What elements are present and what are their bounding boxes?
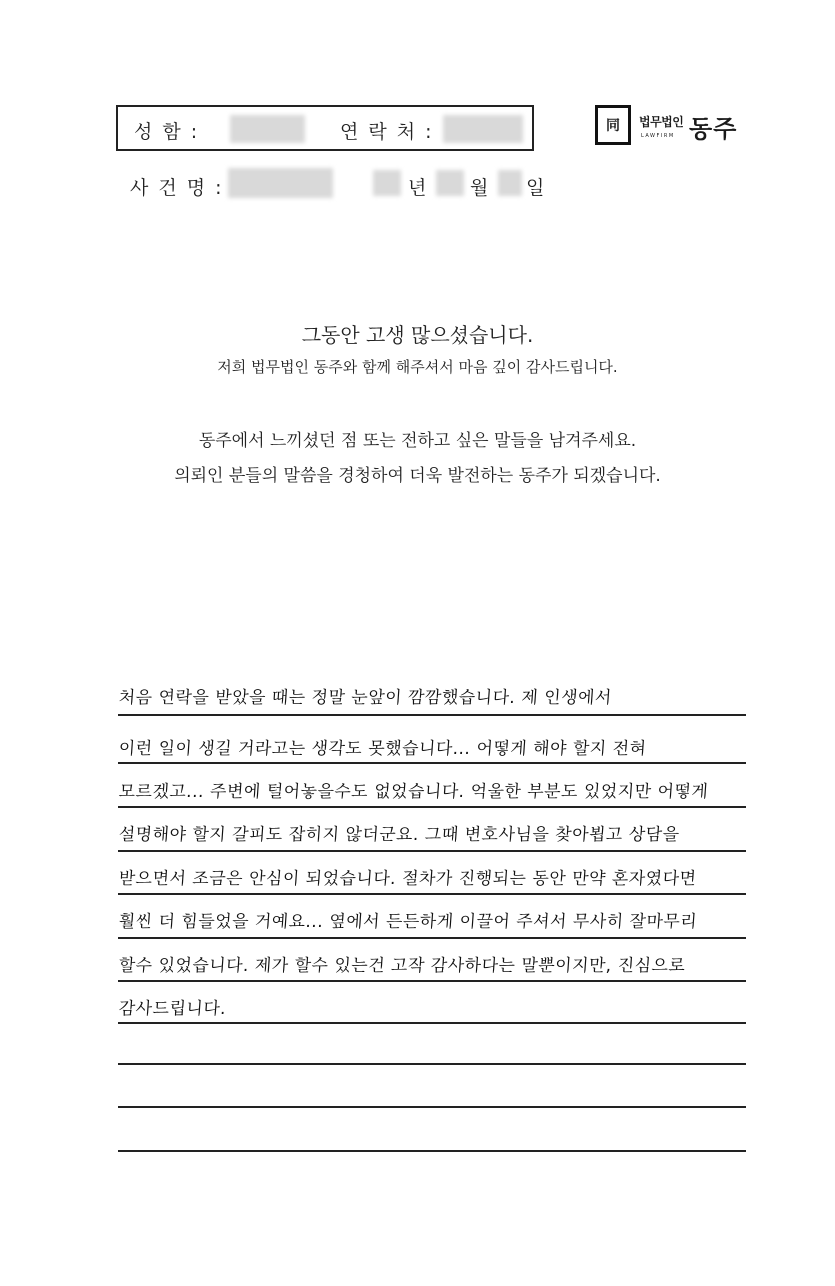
handwritten-line: 할수 있었습니다. 제가 할수 있는건 고작 감사하다는 말뿐이지만, 진심으로 — [118, 956, 687, 976]
intro-promise: 의뢰인 분들의 말씀을 경청하여 더욱 발전하는 동주가 되겠습니다. — [174, 466, 661, 486]
year-redacted — [373, 170, 401, 196]
ruled-line — [118, 1106, 746, 1108]
month-redacted — [436, 170, 464, 196]
ruled-line — [118, 980, 746, 982]
client-info-box — [116, 105, 534, 151]
contact-redacted — [443, 115, 523, 143]
month-label: 월 — [470, 177, 489, 199]
handwritten-line: 처음 연락을 받았을 때는 정말 눈앞이 깜깜했습니다. 제 인생에서 — [118, 688, 613, 708]
name-redacted — [230, 115, 305, 143]
handwritten-line: 훨씬 더 힘들었을 거예요... 옆에서 든든하게 이끌어 주셔서 무사히 잘마무리 — [118, 912, 698, 932]
intro-heading: 그동안 고생 많으셨습니다. — [301, 323, 534, 347]
contact-label: 연 락 처 : — [340, 121, 434, 143]
ruled-line — [118, 937, 746, 939]
year-label: 년 — [408, 177, 427, 199]
handwritten-line: 받으면서 조금은 안심이 되었습니다. 절차가 진행되는 동안 만약 혼자였다면 — [118, 869, 698, 889]
ruled-line — [118, 1063, 746, 1065]
case-redacted — [228, 168, 333, 198]
intro-request: 동주에서 느끼셨던 점 또는 전하고 싶은 말들을 남겨주세요. — [198, 431, 637, 451]
day-label: 일 — [526, 177, 545, 199]
logo-mark-icon: 同 — [595, 105, 631, 145]
logo-sub-text: LAWFIRM — [641, 133, 675, 139]
handwritten-line: 설명해야 할지 갈피도 잡히지 않더군요. 그때 변호사님을 찾아뵙고 상담을 — [118, 825, 681, 845]
ruled-line — [118, 850, 746, 852]
logo-small-text: 법무법인 — [639, 115, 684, 129]
ruled-line — [118, 1022, 746, 1024]
handwritten-line: 감사드립니다. — [118, 999, 227, 1019]
intro-thanks: 저희 법무법인 동주와 함께 해주셔서 마음 깊이 감사드립니다. — [217, 358, 618, 376]
logo-name: 동주 — [689, 115, 738, 143]
handwritten-line: 모르겠고... 주변에 털어놓을수도 없었습니다. 억울한 부분도 있었지만 어떻게 — [118, 782, 709, 802]
day-redacted — [498, 170, 522, 196]
ruled-line — [118, 1150, 746, 1152]
lawfirm-logo — [595, 103, 745, 153]
ruled-line — [118, 762, 746, 764]
ruled-line — [118, 714, 746, 716]
name-label: 성 함 : — [134, 121, 200, 143]
ruled-line — [118, 806, 746, 808]
handwritten-line: 이런 일이 생길 거라고는 생각도 못했습니다... 어떻게 해야 할지 전혀 — [118, 739, 648, 759]
case-label: 사 건 명 : — [130, 177, 224, 199]
ruled-line — [118, 893, 746, 895]
